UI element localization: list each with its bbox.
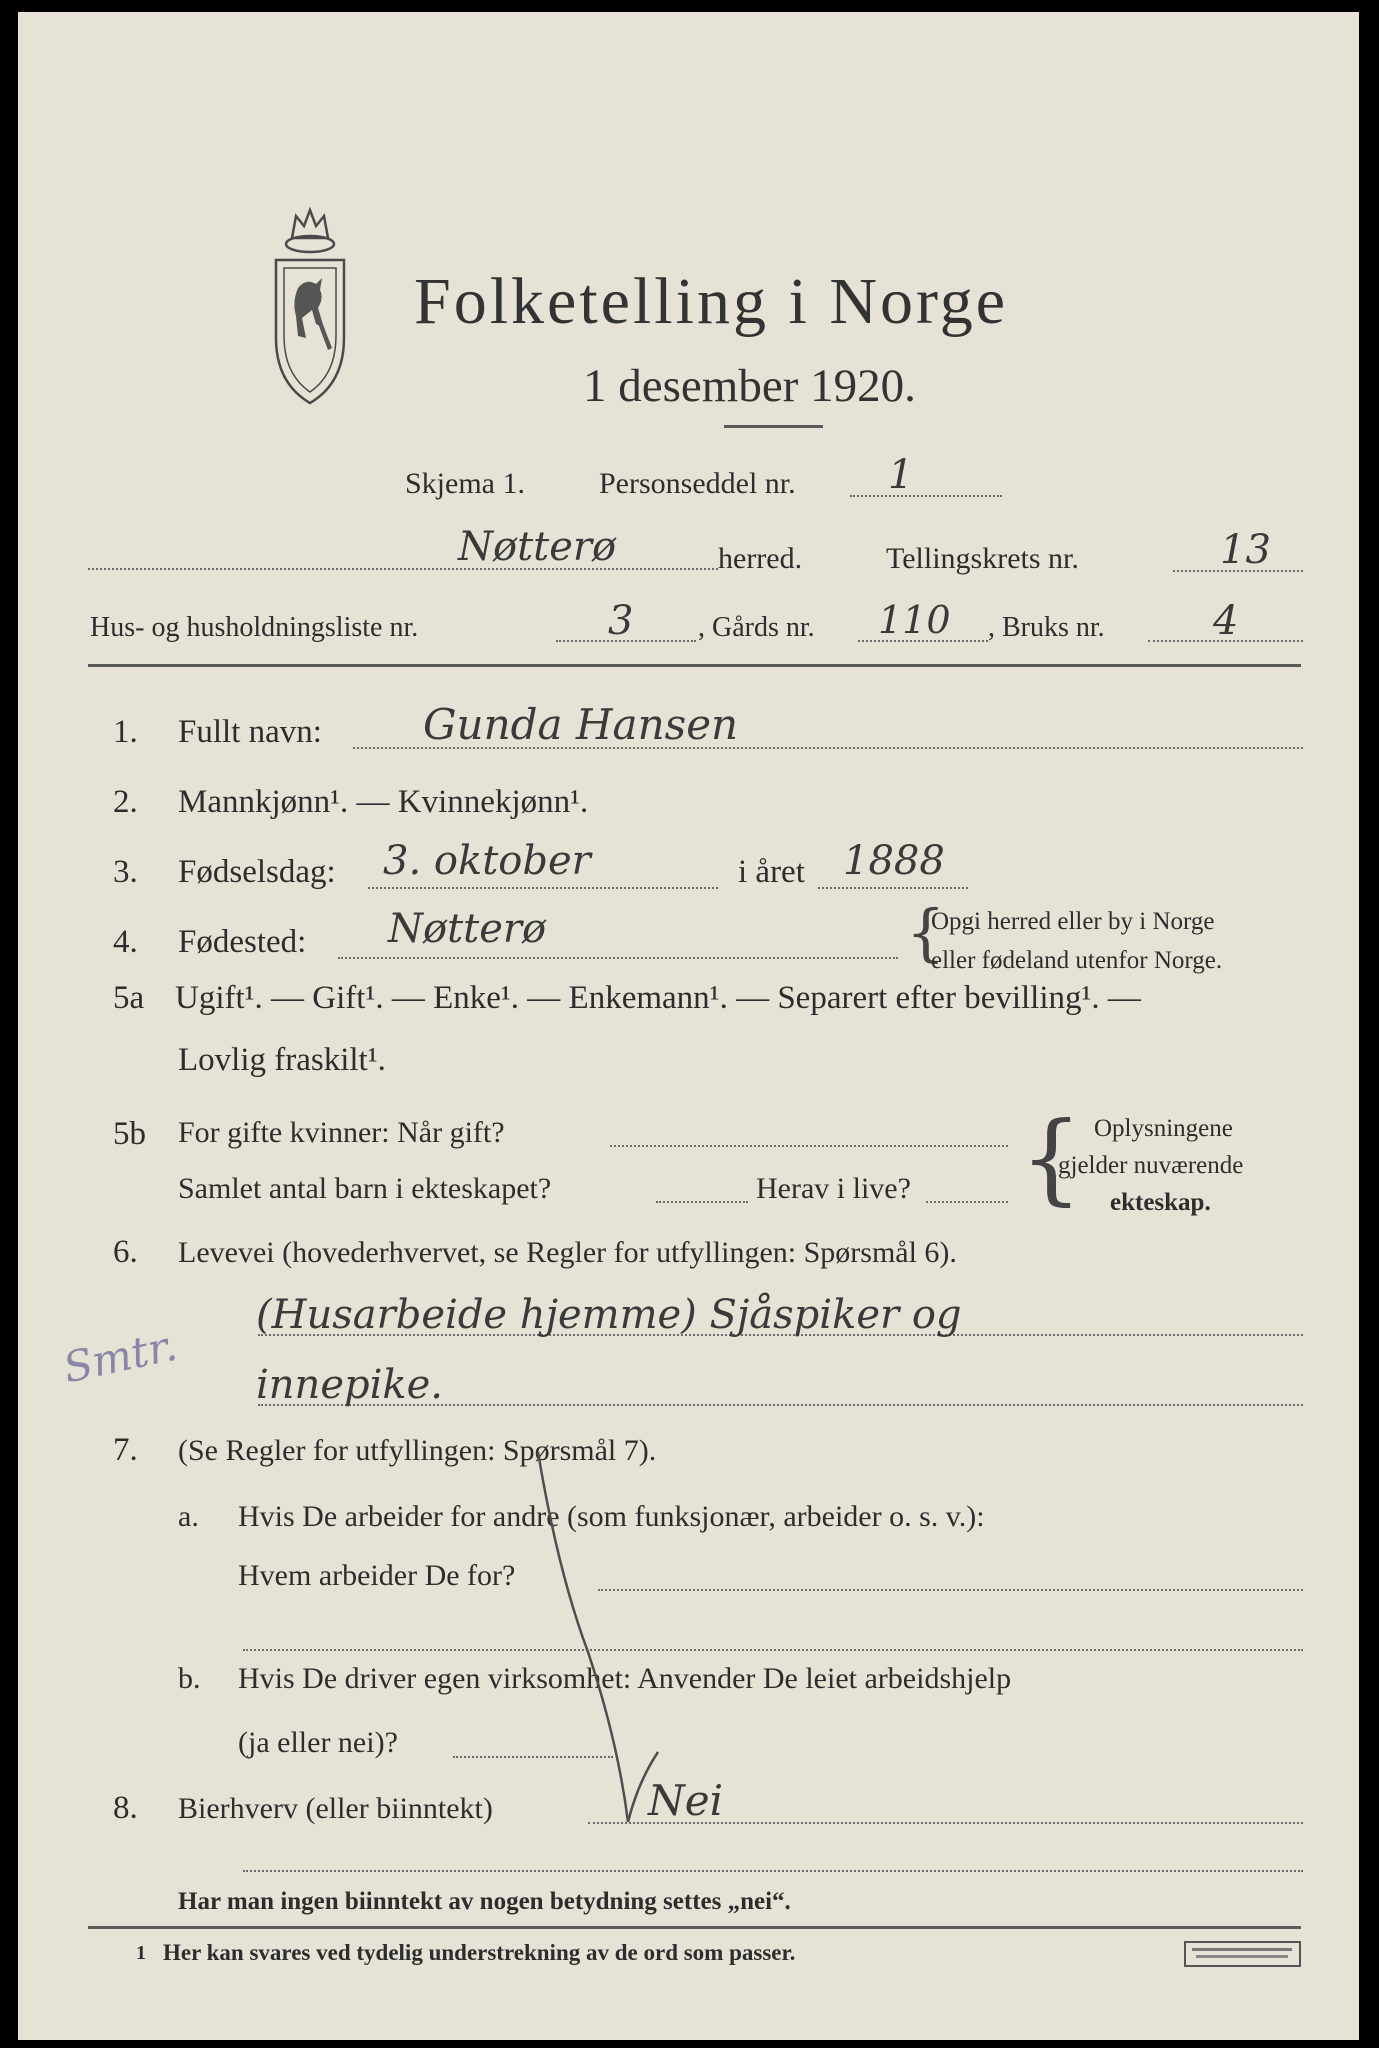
q6-number: 6. [113,1234,138,1270]
hus-value: 3 [608,598,634,644]
q1-label: Fullt navn: [178,714,322,750]
footnote-text: Her kan svares ved tydelig understrekning av de ord som passer. [163,1940,796,1965]
hus-label: Hus- og husholdningsliste nr. [90,612,419,643]
coat-of-arms-icon [262,198,358,406]
q6-label: Levevei (hovederhvervet, se Regler for utfyllingen: Spørsmål 6). [178,1236,957,1269]
q5b-note-line1: Oplysningene [1094,1115,1233,1142]
census-form: Folketelling i Norge 1 desember 1920. Skjema 1. Personseddel nr. 1 Nøtterø herred. Tellingskrets nr. 13 Hus- og husholdningsliste nr. 3 , Gårds nr. 110 , Bruks nr. 4 1. Fullt navn: Gunda Hansen 2. Mannkjønn¹. — Kvinnekjønn¹. 3. Fødselsdag: 3. oktober i året 1888 4. Fødested: Nøtterø { Opgi herred eller by i Norge eller fødeland utenfor Norge. 5a Ugift¹. — Gift¹. — Enke¹. — Enkemann¹. — Separert efter bevilling¹. — Lovlig fraskilt¹. 5b For gifte kvinner: Når gift? Samlet antal barn i ekteskapet? Herav i live? { Oplysningene gjelder nuværende ekteskap. 6. Levevei (hovederhvervet, se Regler for utfyllingen: Spørsmål 6). Smtr. (Husarbeide hjemme) Sjåspiker og innepike. 7. (Se Regler for utfyllingen: Spørsmål 7). a. Hvis De arbeider for andre (som funksjonær, arbeider o. s. v.): Hvem arbeider De for? b. Hvis De driver egen virksomhet: Anvender De leiet arbeidshjelp (ja eller nei)? 8. Bierhverv (eller biinntekt) Nei Har man ingen biinntekt av nogen betydning settes „nei“. 1 Her kan svares ved tydelig understrekning av de ord som passer. [18,12,1359,2040]
q1-value: Gunda Hansen [423,700,739,749]
q2-label: Mannkjønn¹. — Kvinnekjønn¹. [178,784,589,820]
q3-number: 3. [113,854,138,890]
title-divider [724,425,823,428]
q8-value: Nei [648,1776,724,1825]
q5a-line2: Lovlig fraskilt¹. [178,1042,386,1078]
q6-margin-note: Smtr. [59,1320,182,1393]
footer-note: Har man ingen biinntekt av nogen betydning settes „nei“. [178,1888,791,1915]
q8-number: 8. [113,1790,138,1826]
q3-label: Fødselsdag: [178,854,336,890]
q5b-number: 5b [113,1116,146,1152]
q7a-line2: Hvem arbeider De for? [238,1559,516,1592]
q2-number: 2. [113,784,138,820]
q4-note-line1: Opgi herred eller by i Norge [931,908,1215,935]
schema-label: Skjema 1. [405,467,525,500]
q7-label: (Se Regler for utfyllingen: Spørsmål 7). [178,1434,657,1467]
tellingskrets-value: 13 [1220,527,1271,573]
pencil-stroke [518,1452,678,1832]
footnote-mark: 1 [136,1942,146,1964]
q5b-line1: For gifte kvinner: Når gift? [178,1116,505,1149]
q7b-line2: (ja eller nei)? [238,1726,398,1759]
q7b-line1: Hvis De driver egen virksomhet: Anvender De leiet arbeidshjelp [238,1662,1012,1695]
q6-value-line1: (Husarbeide hjemme) Sjåspiker og [256,1292,962,1338]
herred-value: Nøtterø [458,524,617,570]
q7a-letter: a. [178,1500,199,1533]
personseddel-label: Personseddel nr. [599,467,796,500]
q4-note-line2: eller fødeland utenfor Norge. [931,947,1223,974]
footer-divider [88,1926,1301,1929]
q3-year-label: i året [738,854,805,890]
q5a-line1: Ugift¹. — Gift¹. — Enke¹. — Enkemann¹. — Separert efter bevilling¹. — [175,980,1141,1016]
q5b-line2b: Herav i live? [756,1172,911,1205]
q4-value: Nøtterø [388,906,547,952]
q4-label: Fødested: [178,924,307,960]
q5b-line2a: Samlet antal barn i ekteskapet? [178,1172,552,1205]
q5b-note-line2: gjelder nuværende [1058,1152,1244,1179]
gards-value: 110 [878,598,951,642]
q3-value: 3. oktober [383,838,591,884]
gards-label: , Gårds nr. [698,612,815,643]
q3-year-value: 1888 [843,838,945,884]
q5b-note-line3: ekteskap. [1110,1189,1211,1216]
q4-number: 4. [113,924,138,960]
personseddel-value: 1 [888,452,914,498]
q1-number: 1. [113,714,138,750]
q8-label: Bierhverv (eller biinntekt) [178,1792,493,1825]
bruks-label: , Bruks nr. [988,612,1105,643]
form-date: 1 desember 1920. [583,360,916,412]
printer-stamp [1184,1941,1301,1967]
form-title: Folketelling i Norge [414,265,1009,338]
header-divider [88,664,1301,667]
q7-number: 7. [113,1432,138,1468]
bruks-value: 4 [1213,598,1239,644]
herred-label: herred. [718,542,803,575]
q7b-letter: b. [178,1662,201,1695]
tellingskrets-label: Tellingskrets nr. [886,542,1079,575]
q5a-number: 5a [113,980,145,1016]
q6-value-line2: innepike. [256,1362,444,1408]
q7a-line1: Hvis De arbeider for andre (som funksjonær, arbeider o. s. v.): [238,1500,985,1533]
